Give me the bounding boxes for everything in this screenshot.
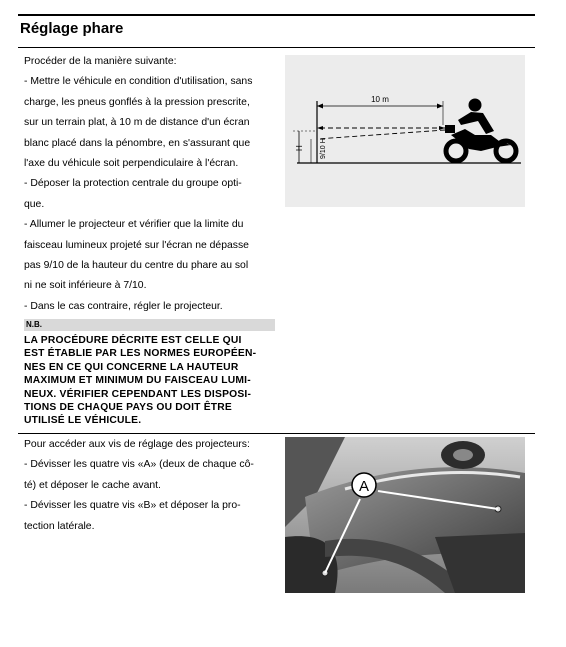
- headlight-aiming-diagram: [285, 55, 525, 207]
- warning-line: NEUX. VÉRIFIER CEPENDANT LES DISPOSI-: [24, 388, 252, 400]
- text-line: que.: [24, 198, 45, 210]
- front-fairing-photo: [285, 437, 525, 593]
- text-line: tection latérale.: [24, 520, 95, 532]
- warning-line: TIONS DE CHAQUE PAYS OU DOIT ÊTRE: [24, 402, 232, 414]
- warning-line: LA PROCÉDURE DÉCRITE EST CELLE QUI: [24, 335, 242, 346]
- warning-line: NES EN CE QUI CONCERNE LA HAUTEUR: [24, 361, 239, 373]
- text-line: - Mettre le véhicule en condition d'utilisation, sans: [24, 76, 253, 88]
- fairing-photo-svg: [285, 437, 525, 593]
- headlight-lens: [453, 449, 473, 461]
- title-rule: [18, 47, 535, 48]
- text-line: sur un terrain plat, à 10 m de distance d'un écran: [24, 117, 250, 129]
- section1-text: [24, 52, 276, 317]
- text-line: - Allumer le projecteur et vérifier que la limite du: [24, 219, 244, 231]
- warning-line: EST ÉTABLIE PAR LES NORMES EUROPÉEN-: [24, 348, 257, 360]
- callout-label: A: [358, 478, 370, 495]
- motorcycle-rider-icon: [445, 99, 516, 162]
- text-line: - Dévisser les quatre vis «B» et déposer la pro-: [24, 500, 241, 512]
- aiming-diagram-svg: [285, 55, 525, 207]
- page-title: Réglage phare: [20, 20, 124, 37]
- beam-line-lower: [317, 130, 445, 139]
- arrow-right-icon: [437, 104, 443, 109]
- arrow-left-icon: [317, 104, 323, 109]
- beam-arrow-icon: [317, 126, 323, 130]
- section2-text: [24, 435, 276, 537]
- text-line: - Dévisser les quatre vis «A» (deux de chaque cô-: [24, 459, 254, 471]
- text-line: ni ne soit inférieure à 7/10.: [24, 280, 147, 292]
- top-rule: [18, 14, 535, 16]
- section-rule: [18, 433, 535, 434]
- text-line: pas 9/10 de la hauteur du centre du phare au sol: [24, 260, 249, 272]
- text-line: té) et déposer le cache avant.: [24, 479, 161, 491]
- text-line: Procéder de la manière suivante:: [24, 56, 177, 67]
- text-line: - Dans le cas contraire, régler le projecteur.: [24, 300, 223, 312]
- text-line: - Déposer la protection centrale du groupe opti-: [24, 178, 242, 190]
- text-line: charge, les pneus gonflés à la pression prescrite,: [24, 96, 250, 108]
- text-line: blanc placé dans la pénombre, en s'assurant que: [24, 137, 251, 149]
- warning-line: MAXIMUM ET MINIMUM DU FAISCEAU LUMI-: [24, 375, 251, 387]
- text-line: Pour accéder aux vis de réglage des projecteurs:: [24, 439, 250, 450]
- ratio-label: 9/10 H: [320, 138, 327, 159]
- text-line: l'axe du véhicule soit perpendiculaire à l'écran.: [24, 158, 239, 170]
- warning-line: UTILISÉ LE VÉHICULE.: [24, 415, 142, 427]
- h-label: H: [295, 145, 304, 151]
- distance-label: 10 m: [371, 95, 389, 104]
- warning-note: [24, 334, 279, 428]
- headlight-arrow-icon: [439, 126, 445, 130]
- text-line: faisceau lumineux projeté sur l'écran ne dépasse: [24, 239, 249, 251]
- nb-label: N.B.: [24, 319, 275, 331]
